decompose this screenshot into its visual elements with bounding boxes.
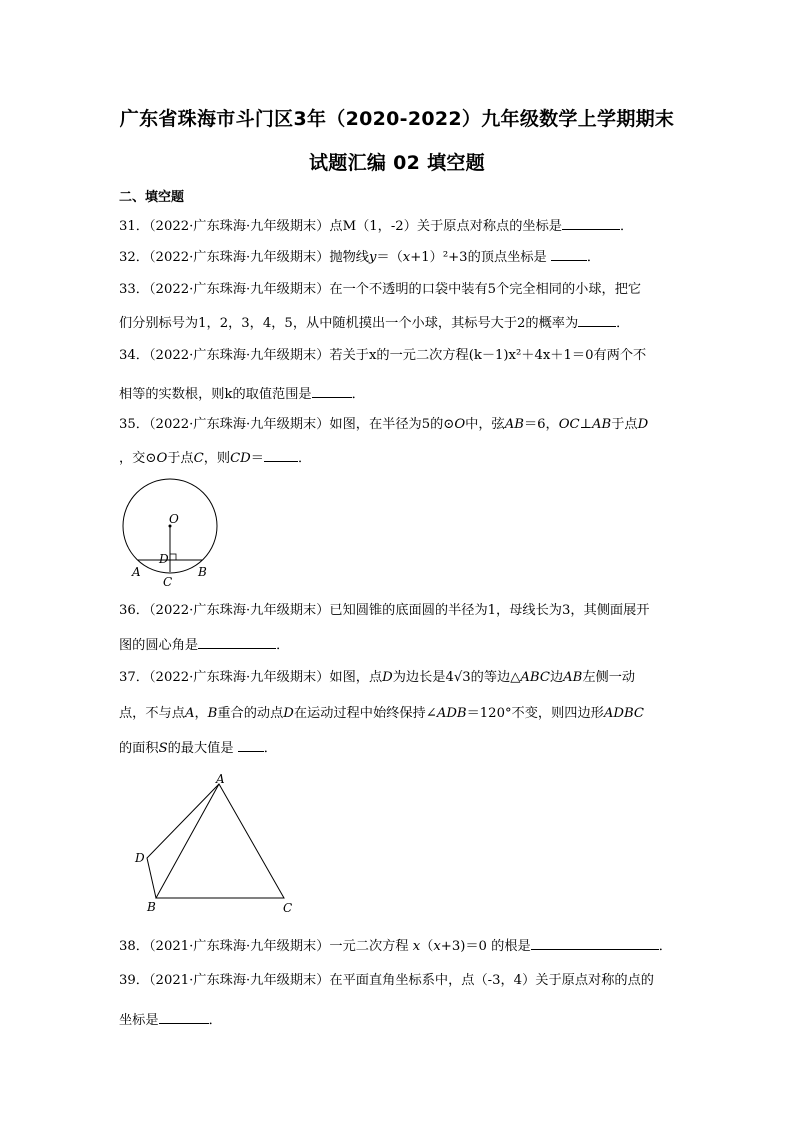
question-text: 如图，点 [329, 670, 383, 685]
question-text: 在一个不透明的口袋中装有5个完全相同的小球，把它 [329, 282, 642, 297]
answer-blank[interactable] [578, 313, 616, 327]
equilateral-triangle-abc [156, 784, 284, 898]
question-33-line-2 [119, 313, 629, 333]
question-source: （2021·广东珠海·九年级期末） [148, 939, 330, 954]
question-text: 图的圆心角是 [119, 638, 199, 653]
question-number: 31． [119, 219, 149, 234]
label-a: A [216, 772, 225, 786]
question-source: （2022·广东珠海·九年级期末） [148, 282, 330, 297]
answer-blank[interactable] [312, 384, 352, 398]
question-number: 39． [119, 973, 149, 988]
question-35 [119, 416, 648, 434]
question-34-line-2 [119, 384, 365, 404]
question-end: ． [297, 451, 312, 466]
question-text: ，交⊙ [119, 451, 157, 466]
question-text: 在运动过程中始终保持∠ [293, 706, 437, 721]
math-var: CD [230, 451, 251, 466]
triangle-figure [128, 772, 298, 917]
question-text: 们分别标号为1，2，3，4，5，从中随机摸出一个小球，其标号大于2的概率为 [119, 316, 579, 331]
question-end: ． [208, 1013, 222, 1028]
question-end: ． [263, 741, 277, 756]
question-end: ． [658, 939, 672, 954]
question-31 [119, 216, 633, 236]
question-text: 边 [549, 670, 564, 685]
equation: (k－1)x²＋4x＋1＝0 [468, 348, 594, 363]
label-o: O [169, 512, 179, 526]
question-source: （2022·广东珠海·九年级期末） [148, 348, 330, 363]
math-var: O [454, 417, 466, 432]
question-source: （2022·广东珠海·九年级期末） [148, 670, 330, 685]
question-end: ． [351, 387, 365, 402]
question-number: 34． [119, 348, 149, 363]
math-var: O [156, 451, 168, 466]
question-end: ． [616, 316, 630, 331]
question-text: 点，不与点 [119, 706, 185, 721]
question-34 [119, 347, 646, 365]
question-text: 在平面直角坐标系中，点（-3，4）关于原点对称的点的 [329, 973, 654, 988]
question-32 [119, 247, 600, 267]
question-text: 点M（1，-2）关于原点对称点的坐标是 [329, 219, 562, 234]
question-text: 左侧一动 [582, 670, 636, 685]
label-d: D [135, 851, 145, 865]
math-var: ABC [520, 670, 550, 685]
math-var: D [283, 706, 294, 721]
question-text: 相等的实数根，则k的取值范围是 [119, 387, 312, 402]
label-a: A [132, 565, 141, 579]
question-37 [119, 669, 635, 687]
document-title-line-1: 广东省珠海市斗门区3年（2020-2022）九年级数学上学期期末 [119, 108, 675, 130]
question-text: 于点 [611, 417, 638, 432]
label-c: C [283, 901, 293, 915]
question-text: +1）²+3的顶点坐标是 [410, 250, 547, 265]
math-var: AB [592, 417, 612, 432]
question-text: 若关于x的一元二次方程 [329, 348, 469, 363]
label-b: B [198, 565, 207, 579]
right-angle-mark [170, 554, 176, 560]
math-var: AB [563, 670, 583, 685]
document-title-line-2: 试题汇编 02 填空题 [309, 152, 485, 174]
question-35-line-2 [119, 448, 311, 468]
question-text: 如图，在半径为5的⊙ [329, 417, 455, 432]
question-text: 重合的动点 [217, 706, 284, 721]
question-source: （2022·广东珠海·九年级期末） [148, 219, 330, 234]
answer-blank[interactable] [531, 936, 659, 950]
question-text: 已知圆锥的底面圆的半径为1，母线长为3，其侧面展开 [329, 603, 650, 618]
math-symbol: ⊥ [579, 417, 593, 432]
question-end: ． [276, 638, 290, 653]
question-33 [119, 281, 641, 299]
question-36-line-2 [119, 635, 289, 655]
math-var: C [193, 451, 204, 466]
answer-blank[interactable] [159, 1010, 209, 1024]
question-end: ． [619, 219, 634, 234]
question-number: 35． [119, 417, 149, 432]
question-text: 坐标是 [119, 1013, 159, 1028]
question-text: ＝ [250, 451, 264, 466]
question-number: 38． [119, 939, 149, 954]
question-text: 的等边△ [470, 670, 521, 685]
question-number: 36． [119, 603, 149, 618]
math-var: x [433, 939, 441, 954]
math-var: S [158, 741, 168, 756]
math-sqrt: √3 [453, 670, 471, 685]
question-number: 37． [119, 670, 149, 685]
question-text: +3)＝0 的根是 [440, 939, 531, 954]
question-text: 抛物线 [329, 250, 369, 265]
question-38 [119, 936, 672, 956]
question-source: （2022·广东珠海·九年级期末） [148, 603, 330, 618]
math-var: A [184, 706, 195, 721]
question-text: ，则 [203, 451, 231, 466]
question-text: 于点 [167, 451, 194, 466]
question-39 [119, 972, 654, 990]
question-number: 33． [119, 282, 149, 297]
math-var: B [207, 706, 218, 721]
question-source: （2022·广东珠海·九年级期末） [148, 417, 330, 432]
math-var: x [402, 250, 411, 265]
math-var: D [382, 670, 393, 685]
question-39-line-2 [119, 1010, 222, 1030]
question-source: （2021·广东珠海·九年级期末） [148, 973, 330, 988]
answer-blank[interactable] [562, 216, 620, 230]
question-37-line-3 [119, 738, 277, 758]
answer-blank[interactable] [264, 448, 298, 462]
label-d: D [159, 552, 169, 566]
math-var: OC [558, 417, 580, 432]
question-text: ， [194, 706, 208, 721]
answer-blank[interactable] [551, 247, 587, 261]
question-text: 有两个不 [593, 348, 647, 363]
math-var: y [368, 250, 377, 265]
segments-ad-db [147, 784, 219, 898]
question-text: ＝（ [376, 250, 403, 265]
math-var: AB [504, 417, 524, 432]
label-b: B [147, 900, 156, 914]
circle-figure [118, 478, 228, 593]
question-text: 一元二次方程 [329, 939, 413, 954]
question-source: （2022·广东珠海·九年级期末） [148, 250, 330, 265]
math-var: ADB [436, 706, 467, 721]
label-c: C [163, 575, 173, 589]
question-number: 32． [119, 250, 149, 265]
answer-blank[interactable] [238, 738, 264, 752]
question-text: 为边长是4 [392, 670, 454, 685]
section-heading: 二、填空题 [119, 190, 185, 205]
question-text: 的面积 [119, 741, 159, 756]
question-text: 的最大值是 [167, 741, 234, 756]
question-end: ． [586, 250, 601, 265]
math-var: D [637, 417, 649, 432]
answer-blank[interactable] [198, 635, 276, 649]
question-37-line-2 [119, 705, 644, 723]
question-text: ＝120°不变，则四边形 [466, 706, 604, 721]
question-text: 中，弦 [465, 417, 505, 432]
question-text: （ [420, 939, 434, 954]
question-36 [119, 602, 649, 620]
math-var: ADBC [603, 706, 644, 721]
question-text: ＝6， [523, 417, 559, 432]
math-var: x [412, 939, 421, 954]
